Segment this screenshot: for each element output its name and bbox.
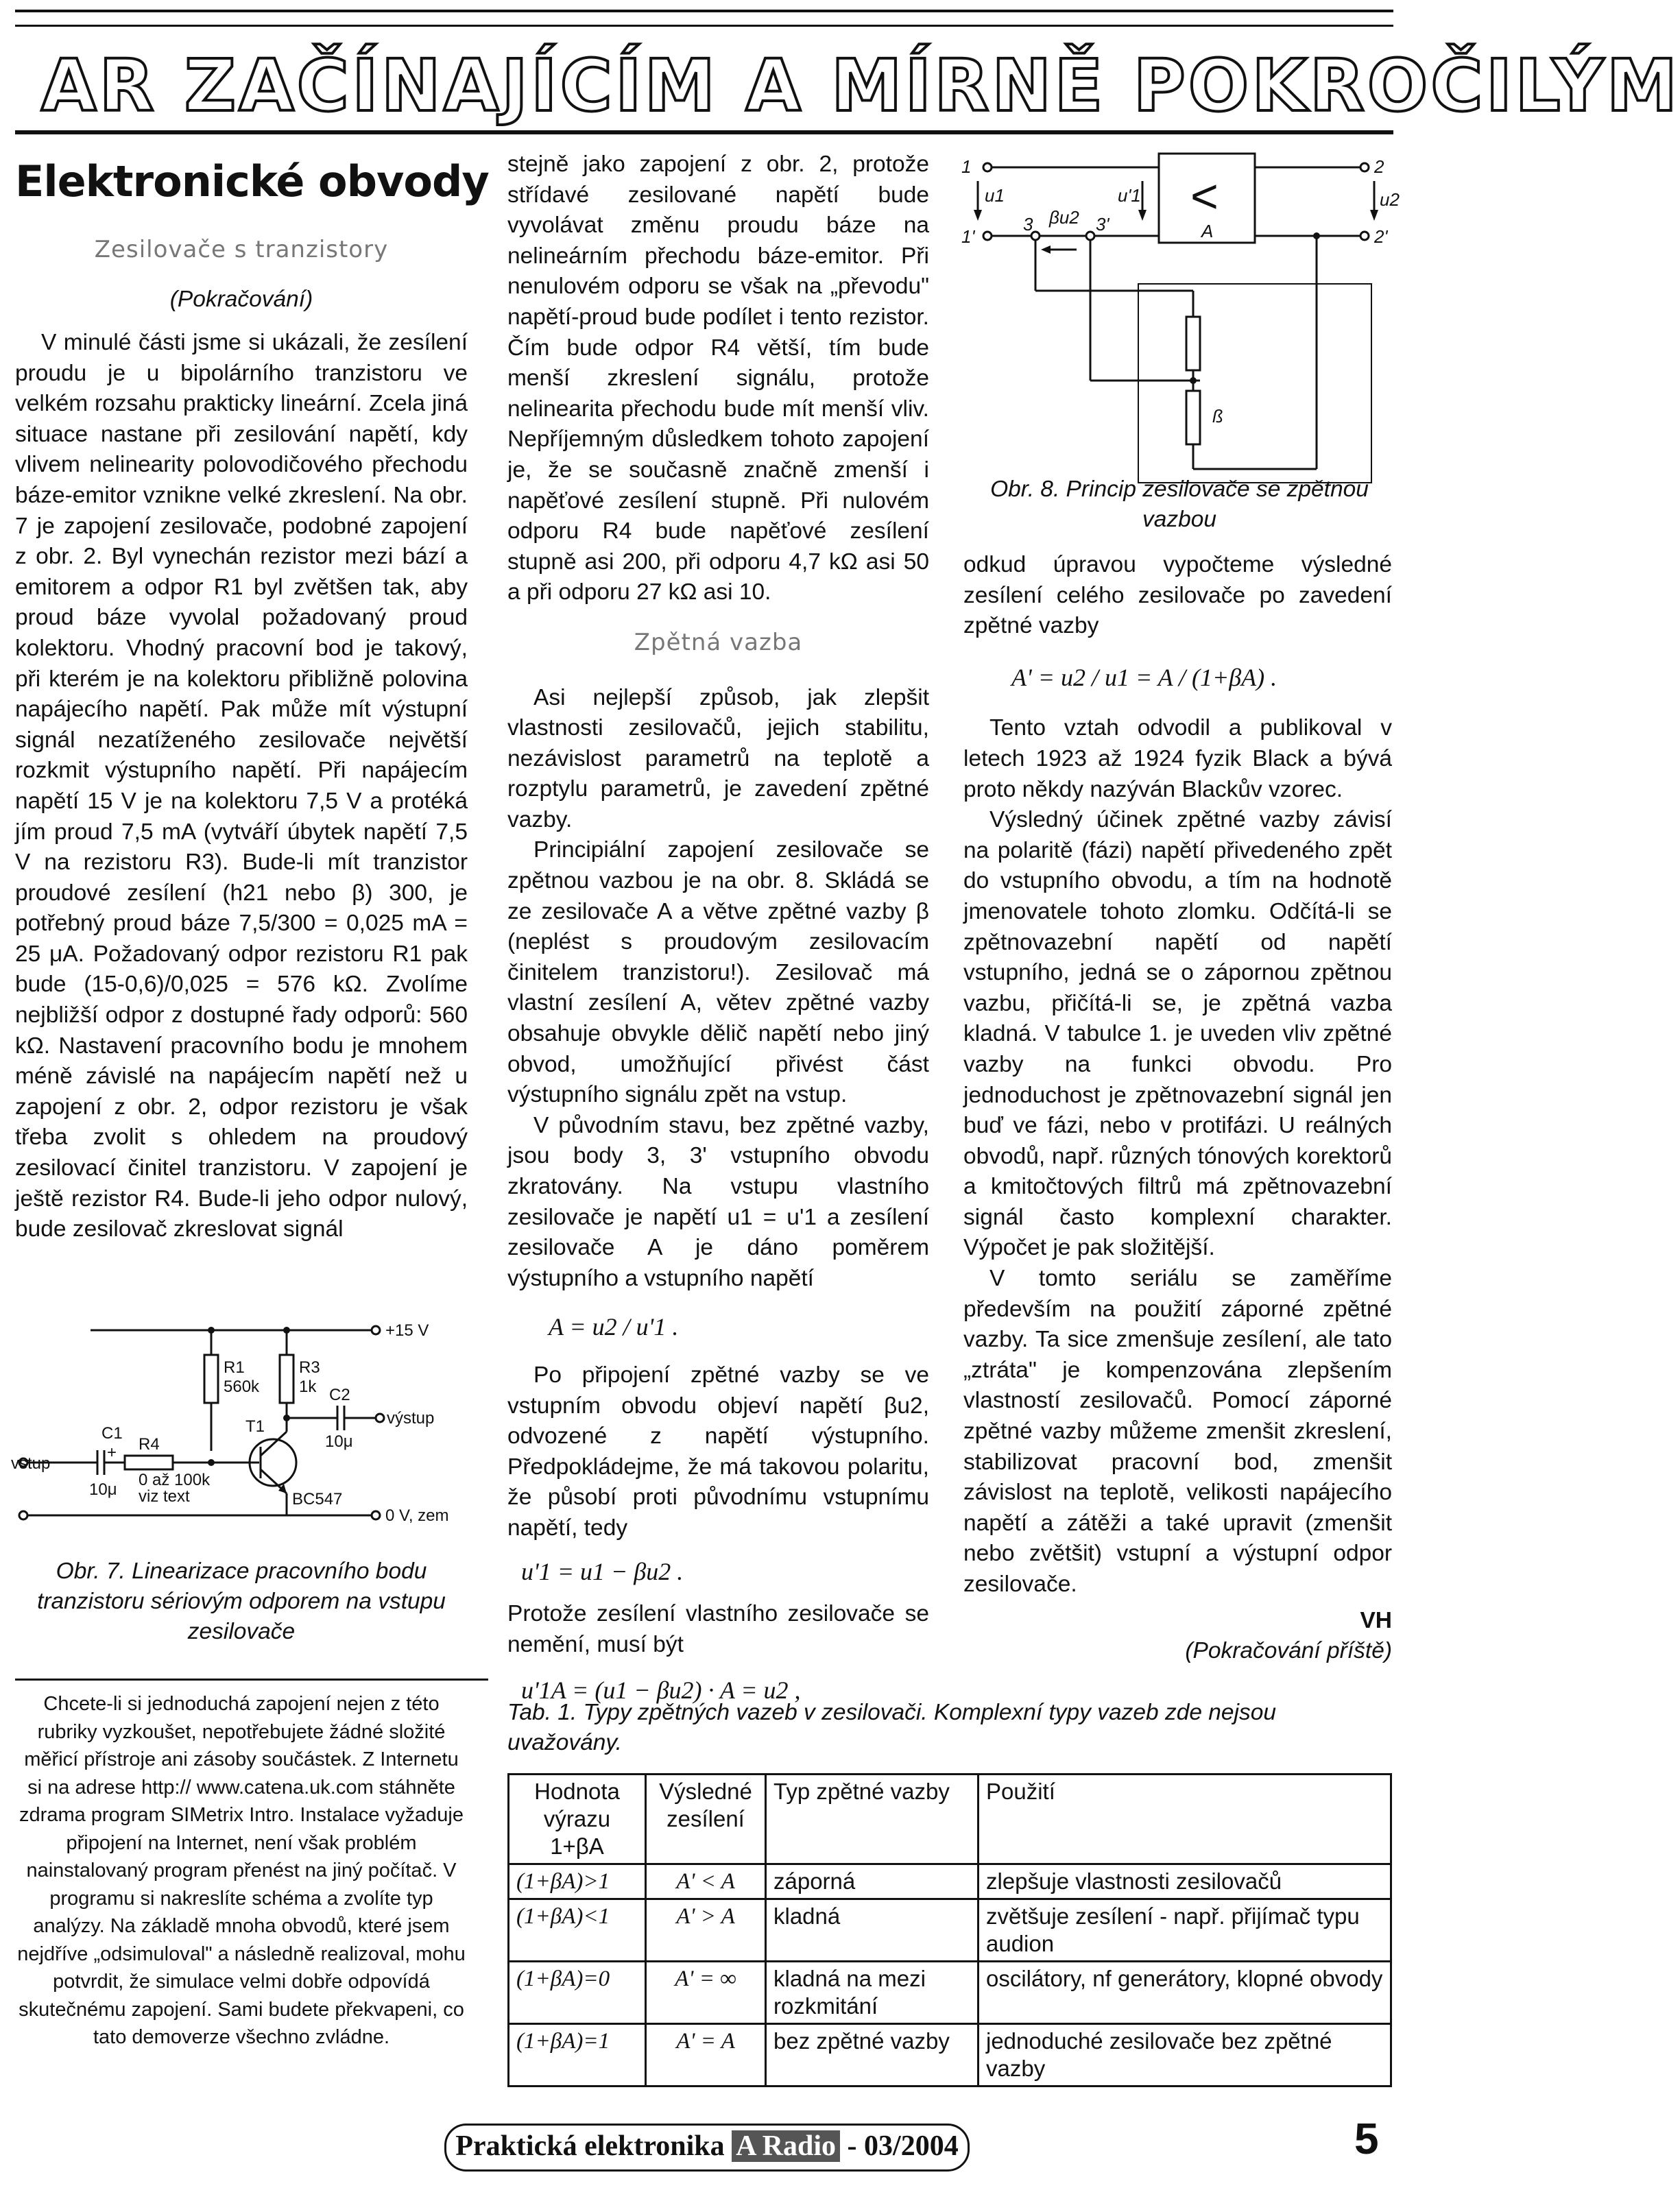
- table-row: [509, 1899, 1391, 1962]
- table-cell: A' < A: [646, 1864, 766, 1899]
- table-cell: A' = ∞: [646, 1962, 766, 2024]
- table-cell: (1+βA)=1: [509, 2024, 646, 2086]
- fig7-transistor-type: BC547: [292, 1490, 343, 1508]
- table-header-row: [509, 1775, 1391, 1864]
- formula-gain: A = u2 / u'1 .: [549, 1313, 679, 1341]
- sidebar-divider: [15, 1679, 488, 1681]
- table-cell: zlepšuje vlastnosti zesilovačů: [979, 1864, 1391, 1899]
- fig7-ground-label: 0 V, zem: [385, 1506, 449, 1525]
- fig8-amp-label: A: [1201, 221, 1214, 241]
- fig7-r4-value: 0 až 100k: [139, 1471, 211, 1489]
- paragraph: Výsledný účinek zpětné vazby závisí na polaritě (fázi) napětí přivedeného zpět do vstupního obvodu, a tím na hodnotě jmenovatele tohoto zlomku. Odčítá-li se zpětnovazební napětí od napětí vstupního, jedná se o zápornou zpětnou vazbu, přičítá-li se, je zpětná vazba kladná. V tabulce 1. je uveden vliv zpětné vazby na funkci obvodu. Pro jednoduchost je zpětnovazební signál jen buď ve fázi, nebo v protifázi. U reálných obvodů, např. různých tónových korektorů a kmitočtových filtrů má zpětnovazební signál často komplexní charakter. Výpočet je pak složitější.: [963, 807, 1392, 1261]
- paragraph: V tomto seriálu se zaměříme především na použití záporné zpětné vazby. Ta sice zmenšuje zesílení, ale tato „ztráta" je kompenzována zlepšením vlastností zesilovačů. Pomocí záporné zpětné vazby můžeme zmenšit zkreslení, stabilizovat pracovní bod, zmenšit závislost na teplotě, velikosti napájecího napětí a zátěži a také upravit (zmenšit nebo zvětšit) vstupní a výstupní odpor zesilovače.: [963, 1266, 1392, 1597]
- continued-note: (Pokračování příště): [1185, 1638, 1392, 1664]
- fig7-r1-value: 560k: [224, 1378, 260, 1396]
- table-header: Výsledné zesílení: [646, 1775, 766, 1864]
- table-cell: (1+βA)>1: [509, 1864, 646, 1899]
- fig8-u2: u2: [1380, 189, 1400, 210]
- table-header: Typ zpětné vazby: [766, 1775, 979, 1864]
- fig7-r1-label: R1: [224, 1358, 245, 1377]
- magazine-issue: - 03/2004: [847, 2130, 959, 2162]
- amplifier-symbol: <: [1190, 169, 1219, 223]
- fig7-input-label: vstup: [11, 1454, 51, 1473]
- fig7-r4-label: R4: [139, 1435, 160, 1454]
- top-rule: [15, 10, 1393, 12]
- column-1-text: [15, 328, 468, 1245]
- table-cell: jednoduché zesilovače bez zpětné vazby: [979, 2024, 1391, 2086]
- table-cell: kladná na mezi rozkmitání: [766, 1962, 979, 2024]
- table-cell: (1+βA)=0: [509, 1962, 646, 2024]
- column-2-text: [507, 149, 929, 1706]
- fig8-node-3: 3: [1023, 214, 1033, 234]
- paragraph: Tento vztah odvodil a publikoval v letech 1923 až 1924 fyzik Black a bývá proto někdy nazýván Blackův vzorec.: [963, 715, 1392, 802]
- table-cell: kladná: [766, 1899, 979, 1962]
- continuation-note: (Pokračování): [169, 287, 313, 312]
- magazine-name: Praktická elektronika: [455, 2130, 725, 2162]
- table-cell: záporná: [766, 1864, 979, 1899]
- paragraph: V minulé části jsme si ukázali, že zesílení proudu je u bipolárního tranzistoru ve velkém rozsahu prakticky lineární. Zcela jiná situace nastane při zesilování napětí, kdy vlivem nelinearity polovodičového přechodu báze-emitor vznikne velké zkreslení. Na obr. 7 je zapojení zesilovače, podobné zapojení z obr. 2. Byl vynechán rezistor mezi bází a emitorem a odpor R1 byl zvětšen tak, aby proud báze vyvolal požadovaný proud kolektoru. Vhodný pracovní bod je takový, při kterém je na kolektoru přibližně polovina napájecího napětí. Pak může mít výstupní signál nezatíženého zesilovače největší rozkmit výstupního napětí. Při napájecím napětí 15 V je na kolektoru 7,5 V a protéká jím proud 7,5 mA (vytváří úbytek napětí 7,5 V na rezistoru R3). Bude-li mít tranzistor proudové zesílení (h21 nebo β) 300, je potřebný proud báze 7,5/300 = 0,025 mA = 25 μA. Požadovaný odpor rezistoru R1 pak bude (15-0,6)/0,025 = 576 kΩ. Zvolíme nejbližší odpor z dostupné řady odporů: 560 kΩ. Nastavení pracovního bodu je mnohem méně závislé na napájecím napětí než u zapojení z obr. 2, odpor rezistoru je však třeba zvolit s ohledem na proudový zesilovací činitel tranzistoru. V zapojení je ještě rezistor R4. Bude-li jeho odpor nulový, bude zesilovač zkreslovat signál: [15, 330, 468, 1242]
- paragraph: Protože zesílení vlastního zesilovače se nemění, musí být: [507, 1601, 929, 1657]
- fig7-r3-label: R3: [299, 1358, 320, 1377]
- fig8-node-3p: 3': [1096, 214, 1109, 234]
- fig7-c1-value: 10μ: [89, 1480, 117, 1499]
- table-cell: zvětšuje zesílení - např. přijímač typu audion: [979, 1899, 1391, 1962]
- table-cell: (1+βA)<1: [509, 1899, 646, 1962]
- paragraph: Principiální zapojení zesilovače se zpětnou vazbou je na obr. 8. Skládá se ze zesilovače A a větve zpětné vazby β (neplést s proudovým zesilovacím činitelem tranzistoru!). Zesilovač má vlastní zesílení A, větev zpětné vazby obsahuje obvykle dělič napětí nebo jiný obvod, umožňující přivést část výstupního signálu zpět na vstup.: [507, 837, 929, 1108]
- fig7-supply-label: +15 V: [385, 1321, 429, 1340]
- table-cell: oscilátory, nf generátory, klopné obvody: [979, 1962, 1391, 2024]
- figure-7-caption: Obr. 7. Linearizace pracovního bodu tranzistoru sériovým odporem na vstupu zesilovače: [37, 1559, 446, 1644]
- formula-output: u'1A = (u1 − βu2) · A = u2 ,: [521, 1676, 801, 1705]
- fig8-node-1p: 1': [961, 226, 975, 247]
- fig7-c2-label: C2: [329, 1386, 350, 1404]
- fig8-beta-label: ß: [1212, 406, 1223, 426]
- magazine-footer: [444, 2124, 970, 2172]
- magazine-ar: A Radio: [732, 2130, 840, 2162]
- column-3-text: [963, 550, 1392, 1667]
- fig8-beta-u2: βu2: [1049, 207, 1079, 228]
- table-row: [509, 1864, 1391, 1899]
- table-header: Použití: [979, 1775, 1391, 1864]
- fig7-output-label: výstup: [387, 1409, 435, 1428]
- fig8-node-2: 2: [1374, 156, 1384, 177]
- fig7-c1-plus: +: [107, 1443, 117, 1462]
- page-number: 5: [1354, 2114, 1379, 2163]
- table-cell: bez zpětné vazby: [766, 2024, 979, 2086]
- author-signature: VH: [1360, 1607, 1392, 1633]
- figure-7-schematic: [11, 1315, 468, 1541]
- fig7-t1-label: T1: [245, 1417, 265, 1436]
- fig8-u1: u1: [985, 185, 1005, 206]
- table-row: [509, 2024, 1391, 2086]
- formula-black: A' = u2 / u1 = A / (1+βA) .: [1011, 663, 1277, 691]
- figure-8-caption: Obr. 8. Princip zesilovače se zpětnou vazbou: [990, 477, 1369, 532]
- fig8-u1-prime: u'1: [1118, 185, 1141, 206]
- section-title-feedback: Zpětná vazba: [634, 628, 803, 656]
- table-header: Hodnota výrazu 1+βA: [509, 1775, 646, 1864]
- table-cell: A' = A: [646, 2024, 766, 2086]
- paragraph: stejně jako zapojení z obr. 2, protože střídavé zesilované napětí bude vyvolávat změnu proudu báze na nelineárním přechodu báze-emitor. Při nenulovém odporu se však na „převodu" napětí-proud bude podílet i tento rezistor. Čím bude odpor R4 větší, tím bude menší zkreslení signálu, protože nelinearita přechodu bude mít menší vliv. Nepříjemným důsledkem tohoto zapojení je, že se současně značně zmenší i napěťové zesílení stupně. Při nulovém odporu R4 bude napěťové zesílení stupně asi 200, při odporu 4,7 kΩ asi 50 a při odporu 27 kΩ asi 10.: [507, 152, 929, 605]
- fig7-c2-value: 10μ: [325, 1432, 353, 1451]
- table-cell: A' > A: [646, 1899, 766, 1962]
- figure-8-schematic: [960, 147, 1399, 469]
- paragraph: Po připojení zpětné vazby se ve vstupním obvodu objeví napětí βu2, odvozené z napětí výstupního. Předpokládejme, že má takovou polaritu, že působí proti původnímu vstupnímu napětí, tedy: [507, 1362, 929, 1541]
- table-1: [507, 1773, 1392, 2087]
- paragraph: V původním stavu, bez zpětné vazby, jsou body 3, 3' vstupního obvodu zkratovány. Na vstupu vlastního zesilovače je napětí u1 = u'1 a zesílení zesilovače A je dáno poměrem výstupního a vstupního napětí: [507, 1112, 929, 1291]
- table-1-caption: Tab. 1. Typy zpětných vazeb v zesilovači. Komplexní typy vazeb zde nejsou uvažovány.: [507, 1700, 1276, 1755]
- section-banner: AR ZAČÍNAJÍCÍM A MÍRNĚ POKROČILÝM: [41, 44, 1680, 128]
- paragraph: Asi nejlepší způsob, jak zlepšit vlastnosti zesilovačů, jejich stabilitu, nezávislost parametrů na teplotě a rozptylu parametrů, je zavedení zpětné vazby.: [507, 684, 929, 832]
- table-row: [509, 1962, 1391, 2024]
- banner-underline: [15, 130, 1393, 134]
- sidebar-note: Chcete-li si jednoduchá zapojení nejen z této rubriky vyzkoušet, nepotřebujete žádné složité měřicí přístroje ani zásoby součástek. Z Internetu si na adrese http:// www.catena.uk.com stáhněte zdrama program SIMetrix Intro. Instalace vyžaduje připojení na Internet, není však problém nainstalovaný program přenést na jiný počítač. V programu si nakreslíte schéma a zvolíte typ analýzy. Na základě mnoha obvodů, které jsem nejdříve „odsimuloval" a následně realizoval, mohu potvrdit, že simulace velmi dobře odpovídá skutečnému zapojení. Sami budete překvapeni, co tato demoverze všechno zvládne.: [17, 1693, 466, 2048]
- fig7-r3-value: 1k: [299, 1378, 317, 1396]
- fig7-c1-label: C1: [101, 1424, 123, 1443]
- paragraph: odkud úpravou vypočteme výsledné zesílení celého zesilovače po zavedení zpětné vazby: [963, 552, 1392, 639]
- article-subtitle: Zesilovače s tranzistory: [94, 236, 389, 263]
- fig7-r4-note: viz text: [139, 1487, 190, 1506]
- formula-input: u'1 = u1 − βu2 .: [521, 1557, 684, 1585]
- top-rule-2: [15, 25, 1393, 27]
- fig8-node-1: 1: [961, 156, 972, 177]
- article-title: Elektronické obvody: [15, 156, 489, 206]
- fig8-node-2p: 2': [1374, 226, 1388, 247]
